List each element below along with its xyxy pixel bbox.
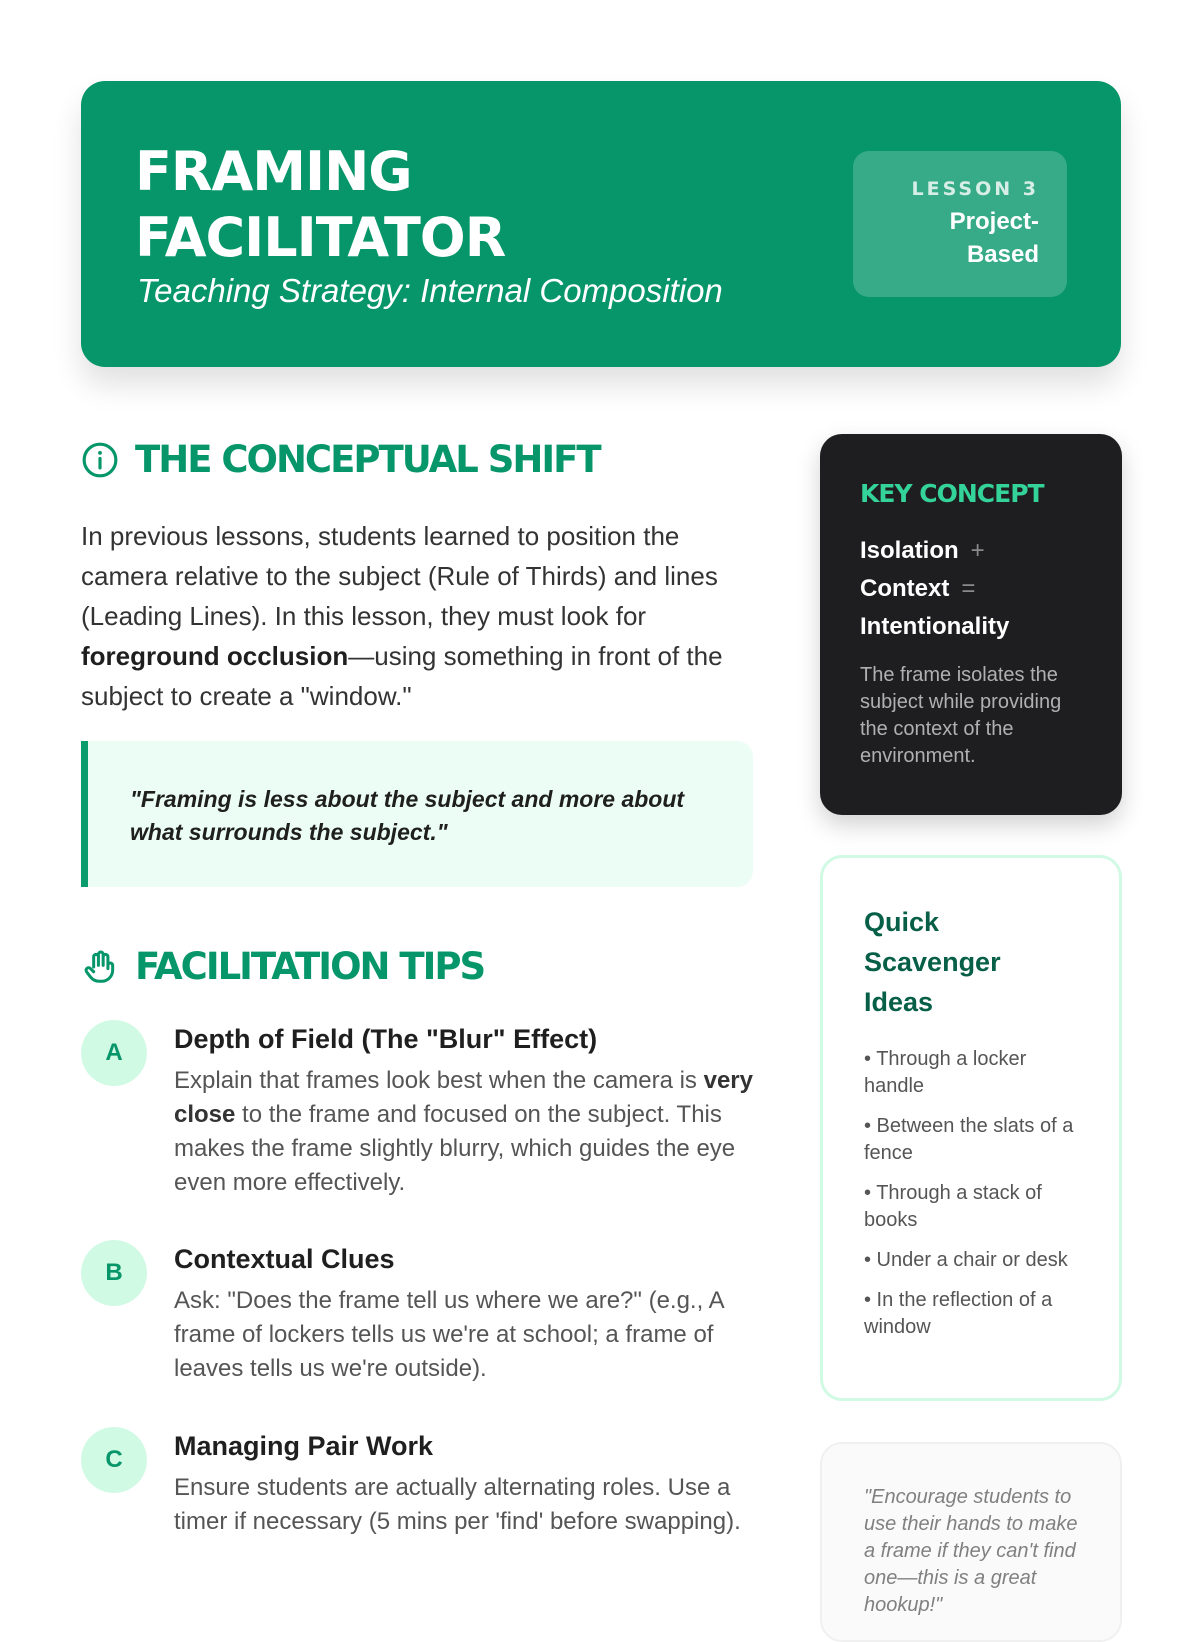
equals-operator: = [961,575,976,602]
tip-text: Ensure students are actually alternating roles. Use a timer if necessary (5 mins per 'find' before swapping). [174,1474,741,1535]
lesson-badge [853,151,1067,297]
list-item: • Through a stack of books [864,1182,1042,1231]
formula-term: Isolation [860,537,959,564]
formula-line [860,532,1082,570]
formula-term: Context [860,575,950,602]
section-title: THE CONCEPTUAL SHIFT [135,438,600,481]
tip-item [81,1240,771,1386]
header-banner [81,81,1121,367]
tip-text [174,1064,771,1200]
tip-text: Ask: "Does the frame tell us where we are?" (e.g., A frame of lockers tells us we're at school; a frame of leaves tells us we're outside). [174,1287,724,1382]
intro-paragraph [81,516,761,716]
title-line-2: FACILITATOR [135,206,506,269]
encourage-tip-text: "Encourage students to use their hands to make a frame if they can't find one—this is a great hookup!" [864,1486,1078,1616]
page-subtitle: Teaching Strategy: Internal Composition [137,272,723,309]
tip-letter-badge: C [81,1427,147,1493]
lesson-number: LESSON 3 [911,178,1039,200]
formula-result: Intentionality [860,613,1010,640]
scavenger-list [864,1046,1089,1341]
list-item: • Between the slats of a fence [864,1115,1074,1164]
tip-letter-badge: A [81,1020,147,1086]
title-line-1: FRAMING [135,140,412,203]
list-item: • In the reflection of a window [864,1289,1053,1338]
tip-text-end: to the frame and focused on the subject. This makes the frame slightly blurry, which guides the eye even more effectively. [174,1101,736,1196]
section-title: FACILITATION TIPS [135,945,485,988]
scavenger-heading: Quick Scavenger Ideas [864,907,1001,1017]
plus-operator: + [970,537,985,564]
intro-text: In previous lessons, students learned to position the camera relative to the subject (Rule of Thirds) and lines (Leading Lines). In this lesson, they must look for [81,521,718,631]
key-concept-card [820,434,1122,815]
facilitation-heading [81,945,484,989]
tip-letter-badge: B [81,1240,147,1306]
pull-quote [81,741,753,887]
tip-emphasis: very close [174,1067,753,1128]
list-item: • Through a locker handle [864,1048,1027,1097]
tip-item [81,1020,771,1200]
intro-emphasis: foreground occlusion [81,641,349,671]
tip-title: Contextual Clues [174,1244,395,1274]
intro-text-end: —using something in front of the subject to create a "window." [81,641,723,711]
quote-text: "Framing is less about the subject and more about what surrounds the subject." [130,786,685,845]
encourage-tip-card [820,1442,1122,1642]
tip-item [81,1427,771,1539]
list-item: • Under a chair or desk [864,1249,1068,1271]
tip-title: Managing Pair Work [174,1431,434,1461]
formula-line [860,608,1082,646]
lesson-type: Project-Based [949,208,1039,268]
scavenger-ideas-card [820,855,1122,1401]
info-icon [81,441,119,479]
page-title [135,139,505,271]
concept-formula [860,532,1082,646]
formula-line [860,570,1082,608]
tip-title: Depth of Field (The "Blur" Effect) [174,1024,598,1054]
key-concept-description: The frame isolates the subject while providing the context of the environment. [860,664,1062,767]
hand-icon [81,948,119,986]
tip-text-start: Explain that frames look best when the camera is [174,1067,704,1094]
conceptual-shift-heading [81,438,600,482]
key-concept-heading: KEY CONCEPT [860,479,1044,508]
